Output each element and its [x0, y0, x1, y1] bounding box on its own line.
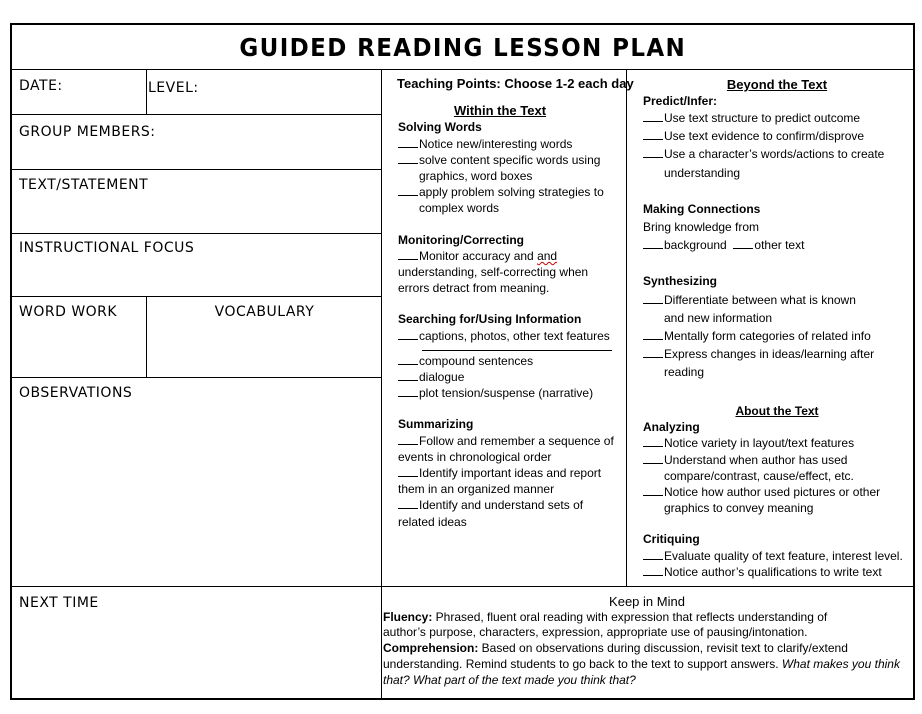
si-item-3[interactable]: dialogue: [398, 369, 624, 385]
summarizing-heading: Summarizing: [398, 417, 474, 432]
sy-item-1-cont: and new information: [664, 310, 773, 325]
checkbox-blank[interactable]: [398, 354, 418, 365]
next-time-label: NEXT TIME: [19, 595, 99, 611]
date-label: DATE:: [19, 78, 63, 94]
su-item-3-cont: related ideas: [398, 514, 467, 529]
sy-item-2[interactable]: Mentally form categories of related info: [643, 327, 911, 345]
p-item-1[interactable]: Use text structure to predict outcome: [643, 109, 911, 127]
checkbox-blank[interactable]: [398, 386, 418, 397]
checkbox-blank[interactable]: [643, 549, 663, 560]
checkbox-blank[interactable]: [643, 453, 663, 464]
su-item-1-cont: events in chronological order: [398, 449, 552, 464]
su-item-1[interactable]: Follow and remember a sequence of: [398, 433, 624, 449]
comprehension-line-1: Comprehension: Based on observations during discussion, revisit text to clarify/extend: [383, 641, 848, 656]
left-divider: [381, 70, 382, 698]
checkbox-blank[interactable]: [733, 238, 753, 249]
lesson-plan-page: [10, 23, 915, 700]
checkbox-blank[interactable]: [398, 498, 418, 509]
an-item-2[interactable]: Understand when author has used: [643, 452, 911, 468]
searching-heading: Searching for/Using Information: [398, 312, 582, 327]
checkbox-blank[interactable]: [398, 249, 418, 260]
fluency-label: Fluency:: [383, 609, 433, 624]
cr-item-1[interactable]: Evaluate quality of text feature, interest level.: [643, 548, 911, 564]
si-item-2[interactable]: compound sentences: [398, 353, 624, 369]
checkbox-blank[interactable]: [398, 434, 418, 445]
p-item-3[interactable]: Use a character’s words/actions to create: [643, 145, 911, 163]
text-statement-cell[interactable]: [12, 169, 382, 234]
checkbox-blank[interactable]: [643, 347, 663, 358]
fluency-line-2: author’s purpose, characters, expression, appropriate use of pausing/intonation.: [383, 625, 808, 640]
si-item-1[interactable]: captions, photos, other text features: [398, 328, 624, 344]
su-item-3[interactable]: Identify and understand sets of: [398, 497, 624, 513]
observations-label: OBSERVATIONS: [19, 385, 133, 401]
checkbox-blank[interactable]: [643, 329, 663, 340]
blank-write-line[interactable]: [422, 350, 612, 351]
level-cell[interactable]: [146, 70, 382, 115]
checkbox-blank[interactable]: [643, 111, 663, 122]
checkbox-blank[interactable]: [398, 329, 418, 340]
an-item-2-cont: compare/contrast, cause/effect, etc.: [664, 468, 854, 483]
p-item-3-cont: understanding: [664, 165, 741, 180]
checkbox-blank[interactable]: [398, 137, 418, 148]
beyond-text-column: [643, 77, 911, 382]
word-work-cell[interactable]: [12, 296, 147, 378]
checkbox-blank[interactable]: [643, 485, 663, 496]
checkbox-blank[interactable]: [398, 185, 418, 196]
sy-item-3[interactable]: Express changes in ideas/learning after: [643, 345, 911, 363]
sw-item-2[interactable]: solve content specific words using: [398, 152, 624, 168]
comprehension-line-3: that? What part of the text made you think that?: [383, 672, 636, 687]
checkbox-blank[interactable]: [643, 238, 663, 249]
an-item-3[interactable]: Notice how author used pictures or other: [643, 484, 911, 500]
within-text-column: [397, 76, 634, 530]
sw-item-3[interactable]: apply problem solving strategies to: [398, 184, 624, 200]
keep-in-mind-heading: Keep in Mind: [609, 594, 685, 609]
critiquing-heading: Critiquing: [643, 532, 700, 547]
solving-words-heading: Solving Words: [398, 120, 482, 135]
observations-cell[interactable]: [12, 377, 382, 587]
sy-item-3-cont: reading: [664, 365, 705, 380]
monitoring-heading: Monitoring/Correcting: [398, 232, 524, 247]
checkbox-blank[interactable]: [643, 293, 663, 304]
date-cell[interactable]: [12, 70, 147, 115]
p-item-2[interactable]: Use text evidence to confirm/disprove: [643, 127, 911, 145]
sy-item-1[interactable]: Differentiate between what is known: [643, 291, 911, 309]
sw-item-1[interactable]: Notice new/interesting words: [398, 136, 624, 152]
title-row: [12, 25, 913, 70]
su-item-2[interactable]: Identify important ideas and report: [398, 465, 624, 481]
si-item-4[interactable]: plot tension/suspense (narrative): [398, 385, 624, 401]
an-item-1[interactable]: Notice variety in layout/text features: [643, 435, 911, 451]
middle-divider: [626, 70, 627, 587]
su-item-2-cont: them in an organized manner: [398, 482, 555, 497]
mk-item-2[interactable]: background other text: [643, 236, 911, 254]
within-text-heading: Within the Text: [453, 103, 547, 119]
word-work-label: WORD WORK: [19, 304, 118, 320]
checkbox-blank[interactable]: [398, 370, 418, 381]
instructional-focus-label: INSTRUCTIONAL FOCUS: [19, 240, 195, 256]
mc-item-1-cont-b: errors detract from meaning.: [398, 281, 550, 296]
beyond-text-heading: Beyond the Text: [726, 77, 828, 92]
group-members-label: GROUP MEMBERS:: [19, 124, 156, 140]
analyzing-heading: Analyzing: [643, 420, 700, 435]
checkbox-blank[interactable]: [643, 565, 663, 576]
vocabulary-cell[interactable]: [146, 296, 382, 378]
checkbox-blank[interactable]: [643, 147, 663, 158]
spellcheck-duplicate-word: and: [537, 248, 558, 263]
mc-item-1-cont-a: understanding, self-correcting when: [398, 265, 589, 280]
predict-heading: Predict/Infer:: [643, 94, 718, 108]
group-members-cell[interactable]: [12, 114, 382, 170]
sw-item-3-cont: complex words: [419, 201, 500, 216]
vocabulary-label: VOCABULARY: [214, 304, 315, 320]
checkbox-blank[interactable]: [643, 129, 663, 140]
instructional-focus-cell[interactable]: [12, 233, 382, 297]
sw-item-2-cont: graphics, word boxes: [419, 169, 533, 184]
page-title: GUIDED READING LESSON PLAN: [239, 32, 686, 62]
keep-in-mind-section: [383, 594, 911, 688]
teaching-points-heading: Teaching Points: Choose 1-2 each day: [397, 76, 634, 91]
comprehension-line-2: understanding. Remind students to go back to the text to support answers. What makes you think: [383, 656, 900, 671]
level-label: LEVEL:: [148, 80, 199, 96]
mc-item-1[interactable]: Monitor accuracy and and: [398, 248, 624, 264]
next-time-cell[interactable]: [12, 587, 382, 698]
comprehension-label: Comprehension:: [383, 641, 479, 656]
checkbox-blank[interactable]: [398, 153, 418, 164]
checkbox-blank[interactable]: [398, 466, 418, 477]
about-text-column: [643, 403, 911, 580]
fluency-line-1: Fluency: Phrased, fluent oral reading with expression that reflects understanding of: [383, 609, 828, 624]
checkbox-blank[interactable]: [643, 436, 663, 447]
text-statement-label: TEXT/STATEMENT: [19, 177, 149, 193]
cr-item-2[interactable]: Notice author’s qualifications to write text: [643, 564, 911, 580]
mk-item-1: Bring knowledge from: [643, 220, 760, 235]
about-text-heading: About the Text: [735, 404, 819, 418]
making-connections-heading: Making Connections: [643, 201, 761, 216]
an-item-3-cont: graphics to convey meaning: [664, 501, 814, 516]
synthesizing-heading: Synthesizing: [643, 274, 718, 289]
